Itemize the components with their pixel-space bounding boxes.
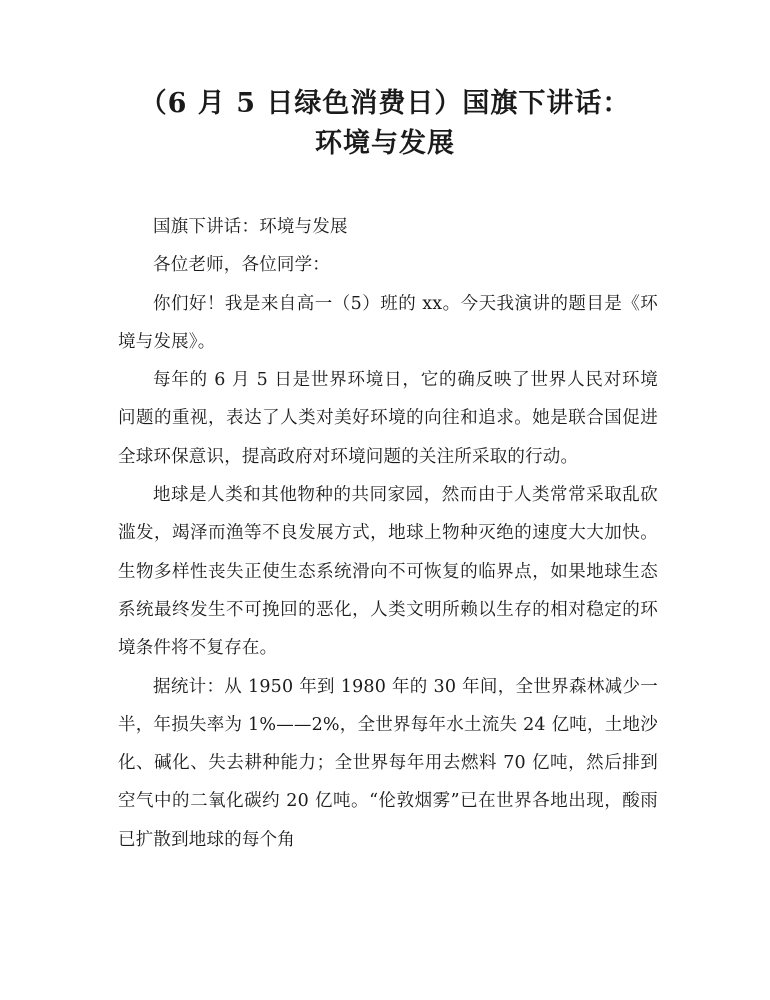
paragraph-intro: 你们好！我是来自高一（5）班的 xx。今天我演讲的题目是《环境与发展》。 [118, 293, 658, 352]
document-title [0, 84, 770, 164]
document-body [118, 208, 658, 859]
paragraph-heading: 国旗下讲话：环境与发展 [153, 217, 348, 237]
paragraph-earth-home: 地球是人类和其他物种的共同家园，然而由于人类常常采取乱砍滥发，竭泽而渔等不良发展方式，地球上物种灭绝的速度大大加快。生物多样性丧失正使生态系统滑向不可恢复的临界点，如果地球生态系统最终发生不可挽回的恶化，人类文明所赖以生存的相对稳定的环境条件将不复存在。 [118, 485, 658, 659]
paragraph-greeting: 各位老师，各位同学： [153, 255, 330, 276]
document-title-line-1: （6 月 5 日绿色消费日）国旗下讲话： [139, 88, 631, 119]
paragraph-environment-day: 每年的 6 月 5 日是世界环境日，它的确反映了世界人民对环境问题的重视，表达了人类对美好环境的向往和追求。她是联合国促进全球环保意识，提高政府对环境问题的关注所采取的行动。 [118, 370, 658, 467]
paragraph-statistics: 据统计：从 1950 年到 1980 年的 30 年间，全世界森林减少一半，年损失率为 1%——2%，全世界每年水土流失 24 亿吨，土地沙化、碱化、失去耕种能力；全世界每年用去燃料 70 亿吨，然后排到空气中的二氧化碳约 20 亿吨。“伦敦烟雾”已在世界各地出现，酸雨已扩散到地球的每个角 [118, 676, 658, 850]
document-title-line-2: 环境与发展 [315, 128, 455, 159]
